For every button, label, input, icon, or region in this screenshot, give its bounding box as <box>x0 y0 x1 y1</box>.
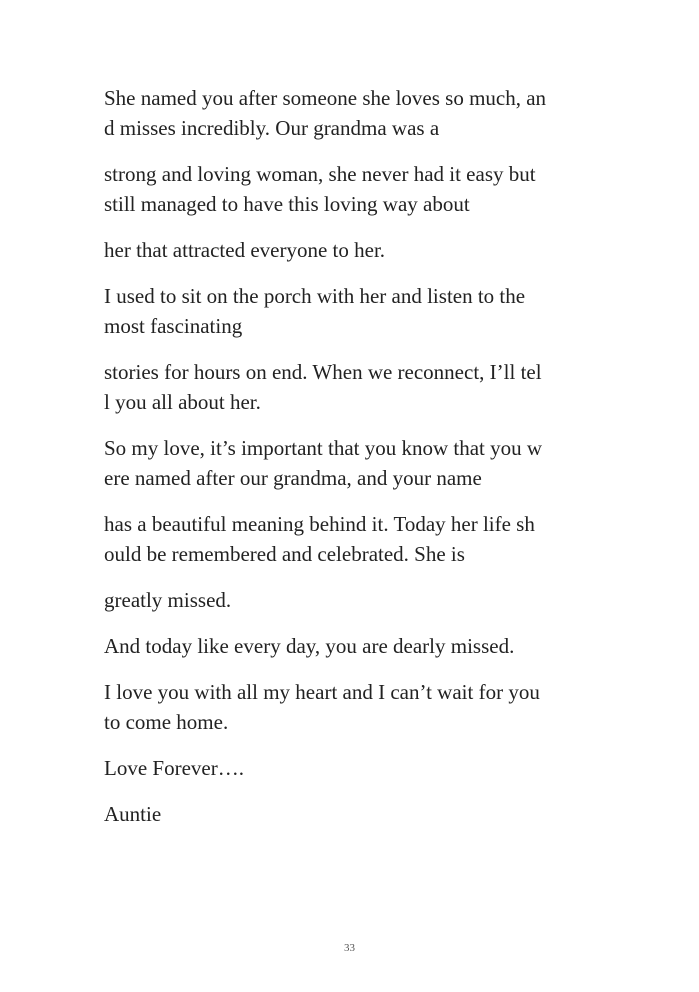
paragraph <box>104 281 604 341</box>
text-line: And today like every day, you are dearly missed. <box>104 634 515 658</box>
paragraph <box>104 159 604 219</box>
paragraph <box>104 83 604 143</box>
text-line: stories for hours on end. When we reconnect, I’ll tel <box>104 360 542 384</box>
paragraph <box>104 433 604 493</box>
text-line: her that attracted everyone to her. <box>104 238 386 262</box>
text-line: still managed to have this loving way about <box>104 192 470 216</box>
page-number: 33 <box>344 942 355 954</box>
text-line: ould be remembered and celebrated. She is <box>104 542 465 566</box>
paragraph <box>104 631 604 661</box>
closing-line <box>104 753 604 783</box>
text-line: greatly missed. <box>104 588 232 612</box>
letter-body <box>104 83 604 845</box>
paragraph <box>104 585 604 615</box>
paragraph <box>104 509 604 569</box>
signature <box>104 799 604 829</box>
paragraph <box>104 235 604 265</box>
text-line: I used to sit on the porch with her and listen to the <box>104 284 526 308</box>
text-line: d misses incredibly. Our grandma was a <box>104 116 440 140</box>
text-line: She named you after someone she loves so much, an <box>104 86 547 110</box>
paragraph <box>104 357 604 417</box>
paragraph <box>104 677 604 737</box>
text-line: most fascinating <box>104 314 243 338</box>
text-line: l you all about her. <box>104 390 261 414</box>
text-line: has a beautiful meaning behind it. Today her life sh <box>104 512 535 536</box>
text-line: I love you with all my heart and I can’t wait for you <box>104 680 540 704</box>
text-line: Love Forever…. <box>104 756 244 780</box>
text-line: strong and loving woman, she never had it easy but <box>104 162 536 186</box>
text-line: So my love, it’s important that you know that you w <box>104 436 543 460</box>
text-line: Auntie <box>104 802 162 826</box>
text-line: to come home. <box>104 710 229 734</box>
text-line: ere named after our grandma, and your name <box>104 466 482 490</box>
